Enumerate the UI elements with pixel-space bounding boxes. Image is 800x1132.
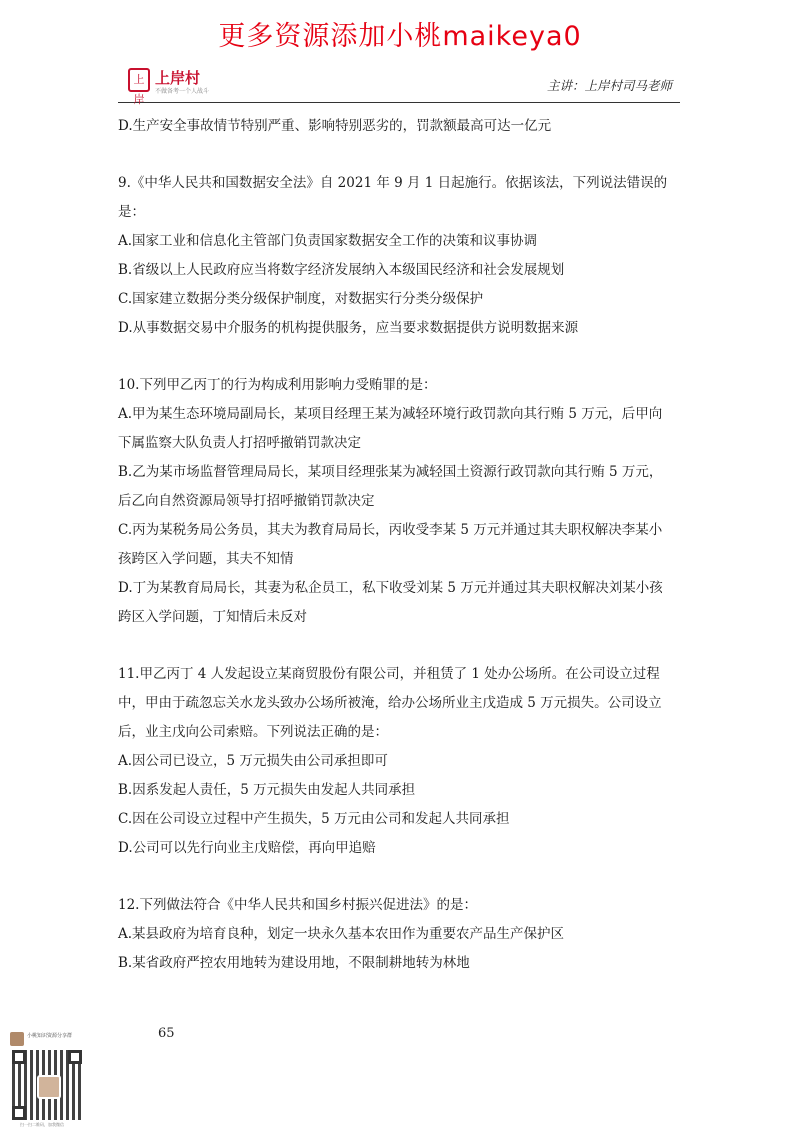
text-line: 11.甲乙丙丁 4 人发起设立某商贸股份有限公司，并租赁了 1 处办公场所。在公司设立过程 bbox=[118, 666, 660, 682]
lecturer-label: 主讲：上岸村司马老师 bbox=[546, 78, 672, 93]
paragraph-gap bbox=[118, 343, 680, 371]
qr-corner-icon bbox=[12, 1106, 26, 1120]
text-line: B.省级以上人民政府应当将数字经济发展纳入本级国民经济和社会发展规划 bbox=[118, 262, 565, 278]
promo-caption: 扫一扫二维码，加我微信 bbox=[20, 1122, 64, 1127]
logo-text: 上岸村 bbox=[155, 69, 201, 87]
text-line: B.因系发起人责任，5 万元损失由发起人共同承担 bbox=[118, 782, 416, 798]
document-body bbox=[118, 112, 680, 978]
text-line: 是： bbox=[118, 204, 145, 220]
text-line: D.生产安全事故情节特别严重、影响特别恶劣的，罚款额最高可达一亿元 bbox=[118, 118, 552, 134]
text-line: 后，业主戊向公司索赔。下列说法正确的是： bbox=[118, 724, 388, 740]
page-header bbox=[118, 62, 680, 106]
text-line: 下属监察大队负责人打招呼撤销罚款决定 bbox=[118, 435, 361, 451]
text-line: 后乙向自然资源局领导打招呼撤销罚款决定 bbox=[118, 493, 375, 509]
avatar bbox=[10, 1032, 24, 1046]
text-line: D.从事数据交易中介服务的机构提供服务，应当要求数据提供方说明数据来源 bbox=[118, 320, 579, 336]
text-line: A.某县政府为培育良种，划定一块永久基本农田作为重要农产品生产保护区 bbox=[118, 926, 565, 942]
text-line: A.甲为某生态环境局副局长，某项目经理王某为减轻环境行政罚款向其行贿 5 万元，后甲向 bbox=[118, 406, 663, 422]
text-line: C.国家建立数据分类分级保护制度，对数据实行分类分级保护 bbox=[118, 291, 484, 307]
paragraph-gap bbox=[118, 141, 680, 169]
text-line: 中，甲由于疏忽忘关水龙头致办公场所被淹，给办公场所业主戊造成 5 万元损失。公司设立 bbox=[118, 695, 662, 711]
promo-text: 小桃知识资源分享群 bbox=[27, 1033, 73, 1039]
text-line: B.乙为某市场监督管理局局长，某项目经理张某为减轻国土资源行政罚款向其行贿 5 万元， bbox=[118, 464, 663, 480]
text-line: 10.下列甲乙丙丁的行为构成利用影响力受贿罪的是： bbox=[118, 377, 437, 393]
page-number: 65 bbox=[158, 1026, 175, 1041]
watermark-text: 更多资源添加小桃maikeya0 bbox=[218, 21, 582, 52]
text-line: C.因在公司设立过程中产生损失，5 万元由公司和发起人共同承担 bbox=[118, 811, 510, 827]
text-line: D.丁为某教育局局长，其妻为私企员工，私下收受刘某 5 万元并通过其夫职权解决刘某小孩 bbox=[118, 580, 663, 596]
paragraph-gap bbox=[118, 863, 680, 891]
logo-slogan: 不做备考一个人战斗 bbox=[155, 88, 210, 95]
text-line: A.因公司已设立，5 万元损失由公司承担即可 bbox=[118, 753, 388, 769]
text-line: D.公司可以先行向业主戊赔偿，再向甲追赔 bbox=[118, 840, 376, 856]
text-line: B.某省政府严控农用地转为建设用地，不限制耕地转为林地 bbox=[118, 955, 470, 971]
text-line: 跨区入学问题，丁知情后未反对 bbox=[118, 609, 307, 625]
text-line: 孩跨区入学问题，其夫不知情 bbox=[118, 551, 294, 567]
paragraph-gap bbox=[118, 632, 680, 660]
logo-mark-icon: 上岸 bbox=[128, 68, 150, 92]
qr-code-icon[interactable] bbox=[12, 1050, 82, 1120]
promo-qr-block bbox=[10, 1032, 100, 1128]
qr-corner-icon bbox=[68, 1050, 82, 1064]
qr-corner-icon bbox=[12, 1050, 26, 1064]
qr-center-avatar bbox=[37, 1075, 61, 1099]
text-line: A.国家工业和信息化主管部门负责国家数据安全工作的决策和议事协调 bbox=[118, 233, 538, 249]
brand-logo bbox=[128, 66, 218, 106]
text-line: 9.《中华人民共和国数据安全法》自 2021 年 9 月 1 日起施行。依据该法，下列说法错误的 bbox=[118, 175, 668, 191]
text-line: 12.下列做法符合《中华人民共和国乡村振兴促进法》的是： bbox=[118, 897, 477, 913]
text-line: C.丙为某税务局公务员，其夫为教育局局长，丙收受李某 5 万元并通过其夫职权解决李某小 bbox=[118, 522, 663, 538]
